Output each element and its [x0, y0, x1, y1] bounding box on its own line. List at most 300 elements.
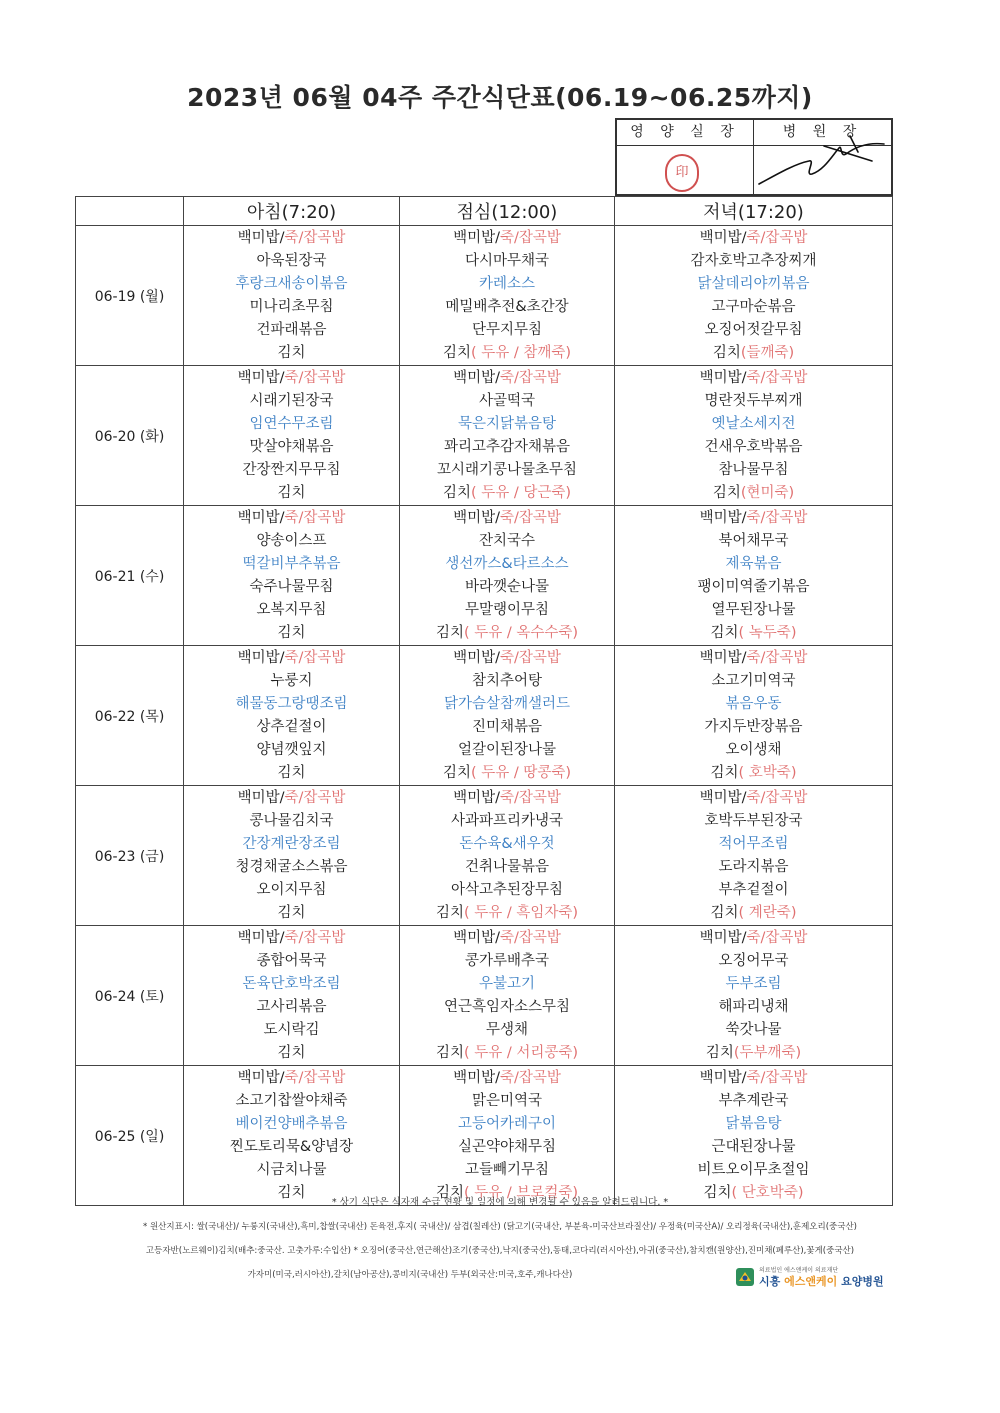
main-dish-item — [184, 973, 399, 996]
side-dish-item — [184, 996, 399, 1019]
kimchi-item — [615, 622, 892, 645]
rice-alt-text: 죽/잡곡밥 — [499, 370, 561, 386]
side-dish-text: 오이지무침 — [256, 882, 327, 898]
side-dish-text: 오복지무침 — [256, 602, 327, 618]
kimchi-item — [184, 342, 399, 365]
soup-text: 콩가루배추국 — [464, 953, 550, 969]
kimchi-text: 김치 — [277, 905, 306, 921]
kimchi-item — [615, 342, 892, 365]
kimchi-item — [400, 1042, 614, 1065]
soup-text: 맑은미역국 — [471, 1093, 543, 1109]
side-dish-text: 시금치나물 — [256, 1162, 327, 1178]
day-cell: 06-24 (토) — [76, 926, 184, 1066]
header-day — [76, 197, 184, 226]
signature-icon — [754, 106, 893, 196]
side-dish-text: 도시락김 — [263, 1022, 320, 1038]
soup-text: 콩나물김치국 — [249, 813, 334, 829]
rice-item — [184, 507, 399, 530]
soup-item — [184, 250, 399, 273]
side-dish-text: 무말랭이무침 — [464, 602, 550, 618]
header-dinner: 저녁(17:20) — [615, 197, 893, 226]
main-dish-text: 우불고기 — [478, 976, 536, 992]
side-dish-text: 도라지볶음 — [718, 859, 789, 875]
soup-text: 명란젓두부찌개 — [704, 393, 803, 409]
rice-text: 백미밥/ — [453, 790, 500, 806]
side-dish-item — [400, 436, 614, 459]
table-row — [76, 366, 893, 506]
soup-item — [400, 250, 614, 273]
main-dish-item — [615, 1113, 892, 1136]
side-dish-item — [400, 459, 614, 482]
kimchi-text: 김치 — [710, 905, 739, 921]
soup-item — [400, 1090, 614, 1113]
main-dish-item — [615, 273, 892, 296]
main-dish-item — [615, 413, 892, 436]
rice-alt-text: 죽/잡곡밥 — [746, 790, 808, 806]
day-cell: 06-23 (금) — [76, 786, 184, 926]
kimchi-item — [400, 762, 614, 785]
soup-text: 소고기찹쌀야채죽 — [235, 1093, 348, 1109]
nutrition-manager-label: 영 양 실 장 — [617, 120, 754, 146]
main-dish-text: 고등어카레구이 — [457, 1116, 557, 1132]
rice-item — [400, 507, 614, 530]
rice-text: 백미밥/ — [453, 510, 500, 526]
side-dish-item — [184, 459, 399, 482]
soup-text: 호박두부된장국 — [704, 813, 803, 829]
lunch-cell — [400, 366, 615, 506]
soup-text: 참치추어탕 — [471, 673, 543, 689]
day-cell: 06-19 (월) — [76, 226, 184, 366]
breakfast-cell — [184, 786, 400, 926]
rice-text: 백미밥/ — [453, 930, 500, 946]
main-dish-text: 돈육단호박조림 — [242, 976, 341, 992]
table-row — [76, 926, 893, 1066]
lunch-cell — [400, 506, 615, 646]
side-dish-text: 실곤약야채무침 — [457, 1139, 557, 1155]
kimchi-text: 김치 — [442, 765, 471, 781]
soup-item — [400, 670, 614, 693]
lunch-cell — [400, 926, 615, 1066]
kimchi-item — [615, 482, 892, 505]
day-cell: 06-20 (화) — [76, 366, 184, 506]
kimchi-item — [615, 762, 892, 785]
soup-item — [615, 670, 892, 693]
main-dish-text: 볶음우동 — [725, 696, 782, 712]
rice-alt-text: 죽/잡곡밥 — [746, 1070, 808, 1086]
soup-text: 소고기미역국 — [711, 673, 796, 689]
side-dish-item — [615, 1019, 892, 1042]
soup-item — [615, 530, 892, 553]
logo-subtitle: 의료법인 에스앤케이 의료재단 — [759, 1267, 839, 1274]
side-dish-text: 단무지무침 — [471, 322, 543, 338]
kimchi-text: 김치 — [435, 1045, 464, 1061]
kimchi-text: 김치 — [442, 485, 471, 501]
dinner-cell — [615, 1066, 893, 1206]
main-dish-item — [184, 553, 399, 576]
rice-alt-text: 죽/잡곡밥 — [746, 370, 808, 386]
main-dish-item — [615, 693, 892, 716]
logo-name-suffix: 요양병원 — [837, 1275, 884, 1288]
kimchi-text: 김치 — [277, 625, 306, 641]
rice-text: 백미밥/ — [453, 1070, 500, 1086]
soup-text: 종합어묵국 — [256, 953, 327, 969]
rice-text: 백미밥/ — [699, 930, 747, 946]
main-dish-item — [615, 553, 892, 576]
kimchi-item — [184, 482, 399, 505]
main-dish-item — [184, 273, 399, 296]
main-dish-text: 적어무조림 — [718, 836, 789, 852]
side-dish-item — [400, 996, 614, 1019]
side-dish-text: 부추겉절이 — [718, 882, 789, 898]
side-dish-text: 근대된장나물 — [711, 1139, 796, 1155]
rice-text: 백미밥/ — [237, 930, 285, 946]
soup-item — [615, 810, 892, 833]
side-dish-item — [400, 739, 614, 762]
soup-item — [184, 390, 399, 413]
kimchi-item — [400, 482, 614, 505]
soup-text: 사과파프리카냉국 — [450, 813, 564, 829]
logo-name — [759, 1273, 884, 1289]
rice-alt-text: 죽/잡곡밥 — [284, 930, 346, 946]
porridge-text: ( 두유 / 서리콩죽) — [463, 1045, 579, 1061]
side-dish-item — [184, 599, 399, 622]
rice-text: 백미밥/ — [237, 370, 285, 386]
rice-text: 백미밥/ — [699, 230, 747, 246]
hospital-logo — [735, 1265, 884, 1289]
side-dish-item — [184, 1136, 399, 1159]
day-cell: 06-21 (수) — [76, 506, 184, 646]
rice-item — [615, 927, 892, 950]
weekly-menu-table — [75, 196, 893, 1206]
header-breakfast: 아침(7:20) — [184, 197, 400, 226]
side-dish-text: 고사리볶음 — [256, 999, 327, 1015]
rice-item — [184, 1067, 399, 1090]
side-dish-item — [615, 576, 892, 599]
side-dish-text: 간장짠지무무침 — [242, 462, 341, 478]
side-dish-item — [615, 319, 892, 342]
side-dish-item — [615, 879, 892, 902]
side-dish-text: 건새우호박볶음 — [704, 439, 803, 455]
origin-line-3: 가자미(미국,러시아산),갈치(남아공산),콩비지(국내산) 두부(외국산:미국,호주,캐나다산) — [247, 1270, 573, 1280]
rice-alt-text: 죽/잡곡밥 — [746, 230, 808, 246]
rice-alt-text: 죽/잡곡밥 — [284, 230, 346, 246]
rice-text: 백미밥/ — [237, 790, 285, 806]
rice-item — [400, 1067, 614, 1090]
side-dish-text: 찐도토리묵&양념장 — [229, 1139, 354, 1155]
dinner-cell — [615, 506, 893, 646]
dinner-cell — [615, 646, 893, 786]
kimchi-text: 김치 — [277, 765, 306, 781]
lunch-cell — [400, 1066, 615, 1206]
soup-text: 아욱된장국 — [256, 253, 327, 269]
hospital-logo-icon — [735, 1267, 755, 1287]
soup-text: 부추계란국 — [718, 1093, 789, 1109]
rice-item — [184, 367, 399, 390]
soup-text: 사골떡국 — [478, 393, 536, 409]
rice-text: 백미밥/ — [237, 1070, 285, 1086]
kimchi-text: 김치 — [710, 625, 739, 641]
main-dish-item — [400, 553, 614, 576]
rice-item — [615, 647, 892, 670]
main-dish-text: 베이컨양배추볶음 — [235, 1116, 348, 1132]
side-dish-text: 건취나물볶음 — [464, 859, 550, 875]
soup-text: 감자호박고추장찌개 — [690, 253, 817, 269]
main-dish-text: 후랑크새송이볶음 — [235, 276, 348, 292]
porridge-text: ( 두유 / 땅콩죽) — [470, 765, 572, 781]
side-dish-text: 맛살야채볶음 — [249, 439, 334, 455]
side-dish-text: 양념깻잎지 — [256, 742, 327, 758]
porridge-text: ( 두유 / 참깨죽) — [470, 345, 572, 361]
side-dish-item — [615, 716, 892, 739]
soup-text: 시래기된장국 — [249, 393, 334, 409]
side-dish-item — [400, 879, 614, 902]
main-dish-text: 간장계란장조림 — [242, 836, 341, 852]
side-dish-item — [184, 319, 399, 342]
lunch-cell — [400, 786, 615, 926]
dinner-cell — [615, 366, 893, 506]
soup-text: 북어채무국 — [718, 533, 789, 549]
side-dish-item — [400, 296, 614, 319]
soup-item — [184, 530, 399, 553]
rice-alt-text: 죽/잡곡밥 — [499, 930, 561, 946]
side-dish-item — [184, 716, 399, 739]
rice-alt-text: 죽/잡곡밥 — [499, 650, 561, 666]
soup-item — [400, 810, 614, 833]
table-row — [76, 646, 893, 786]
rice-item — [184, 227, 399, 250]
kimchi-item — [184, 762, 399, 785]
side-dish-text: 고구마순볶음 — [711, 299, 796, 315]
origin-line-2: 고등자반(노르웨이)김치(배추:중국산. 고춧가루:수입산) * 오징어(중국산,연근해산)조기(중국산),낙지(중국산),동태,코다리(러시아산),아귀(중국산),참치캔(원양산),진미채(페루산),꽃게(중국산) — [145, 1246, 855, 1256]
side-dish-item — [615, 459, 892, 482]
side-dish-text: 상추겉절이 — [256, 719, 327, 735]
approval-box — [615, 118, 893, 196]
kimchi-item — [184, 622, 399, 645]
kimchi-text: 김치 — [712, 485, 741, 501]
rice-alt-text: 죽/잡곡밥 — [499, 1070, 561, 1086]
main-dish-text: 두부조림 — [725, 976, 782, 992]
rice-item — [615, 367, 892, 390]
rice-text: 백미밥/ — [699, 370, 747, 386]
side-dish-item — [400, 716, 614, 739]
dinner-cell — [615, 786, 893, 926]
main-dish-item — [615, 833, 892, 856]
change-notice: * 상기 식단은 식자재 수급 현황 및 일정에 의해 변경될 수 있음을 알려드립니다. * — [331, 1197, 669, 1208]
dinner-cell — [615, 226, 893, 366]
rice-alt-text: 죽/잡곡밥 — [746, 930, 808, 946]
kimchi-text: 김치 — [442, 345, 471, 361]
porridge-text: (들깨죽) — [740, 345, 795, 361]
rice-alt-text: 죽/잡곡밥 — [284, 1070, 346, 1086]
logo-name-accent: 에스앤케이 — [784, 1275, 838, 1288]
main-dish-text: 제육볶음 — [725, 556, 782, 572]
side-dish-item — [400, 856, 614, 879]
soup-item — [615, 950, 892, 973]
rice-alt-text: 죽/잡곡밥 — [499, 790, 561, 806]
porridge-text: (두부깨죽) — [733, 1045, 802, 1061]
side-dish-item — [184, 436, 399, 459]
side-dish-item — [184, 1159, 399, 1182]
side-dish-item — [615, 599, 892, 622]
soup-text: 잔치국수 — [478, 533, 536, 549]
side-dish-text: 무생채 — [485, 1022, 529, 1038]
main-dish-text: 생선까스&타르소스 — [445, 556, 569, 572]
side-dish-text: 아삭고추된장무침 — [450, 882, 564, 898]
rice-item — [184, 927, 399, 950]
kimchi-text: 김치 — [277, 1185, 306, 1201]
main-dish-item — [184, 833, 399, 856]
side-dish-item — [615, 1136, 892, 1159]
main-dish-item — [400, 273, 614, 296]
rice-text: 백미밥/ — [699, 650, 747, 666]
kimchi-text: 김치 — [435, 905, 464, 921]
table-row — [76, 786, 893, 926]
soup-item — [184, 1090, 399, 1113]
main-dish-item — [400, 1113, 614, 1136]
rice-alt-text: 죽/잡곡밥 — [499, 510, 561, 526]
soup-text: 오징어무국 — [718, 953, 789, 969]
logo-name-prefix: 시흥 — [759, 1275, 785, 1288]
soup-item — [615, 1090, 892, 1113]
rice-item — [615, 787, 892, 810]
lunch-cell — [400, 646, 615, 786]
side-dish-text: 오이생채 — [725, 742, 782, 758]
porridge-text: ( 계란죽) — [738, 905, 797, 921]
rice-alt-text: 죽/잡곡밥 — [284, 650, 346, 666]
rice-item — [615, 1067, 892, 1090]
side-dish-item — [615, 856, 892, 879]
rice-item — [400, 787, 614, 810]
side-dish-text: 쑥갓나물 — [725, 1022, 782, 1038]
kimchi-text: 김치 — [277, 485, 306, 501]
rice-alt-text: 죽/잡곡밥 — [746, 510, 808, 526]
rice-alt-text: 죽/잡곡밥 — [284, 790, 346, 806]
kimchi-item — [184, 1042, 399, 1065]
main-dish-text: 임연수무조림 — [249, 416, 334, 432]
breakfast-cell — [184, 926, 400, 1066]
main-dish-item — [615, 973, 892, 996]
main-dish-item — [400, 973, 614, 996]
porridge-text: ( 두유 / 옥수수죽) — [463, 625, 579, 641]
seal-stamp-icon: 印 — [665, 154, 699, 192]
side-dish-text: 열무된장나물 — [711, 602, 796, 618]
breakfast-cell — [184, 366, 400, 506]
main-dish-text: 떡갈비부추볶음 — [242, 556, 341, 572]
breakfast-cell — [184, 1066, 400, 1206]
soup-text: 다시마무채국 — [464, 253, 550, 269]
side-dish-text: 꼬시래기콩나물초무침 — [436, 462, 578, 478]
side-dish-text: 해파리냉채 — [718, 999, 789, 1015]
side-dish-item — [400, 576, 614, 599]
rice-text: 백미밥/ — [453, 650, 500, 666]
side-dish-item — [184, 576, 399, 599]
main-dish-text: 닭가슴살참깨샐러드 — [443, 696, 571, 712]
kimchi-item — [400, 902, 614, 925]
soup-item — [184, 950, 399, 973]
kimchi-item — [184, 902, 399, 925]
side-dish-text: 진미채볶음 — [471, 719, 543, 735]
side-dish-item — [400, 1136, 614, 1159]
rice-text: 백미밥/ — [237, 510, 285, 526]
side-dish-item — [400, 1019, 614, 1042]
soup-item — [400, 390, 614, 413]
lunch-cell — [400, 226, 615, 366]
main-dish-item — [400, 693, 614, 716]
kimchi-item — [400, 342, 614, 365]
side-dish-item — [400, 599, 614, 622]
kimchi-item — [400, 622, 614, 645]
rice-item — [615, 227, 892, 250]
side-dish-text: 바라깻순나물 — [464, 579, 550, 595]
side-dish-text: 청경채굴소스볶음 — [235, 859, 348, 875]
main-dish-text: 묵은지닭볶음탕 — [457, 416, 557, 432]
main-dish-item — [184, 1113, 399, 1136]
rice-item — [184, 647, 399, 670]
rice-text: 백미밥/ — [237, 230, 285, 246]
rice-alt-text: 죽/잡곡밥 — [284, 510, 346, 526]
side-dish-text: 참나물무침 — [718, 462, 789, 478]
dinner-cell — [615, 926, 893, 1066]
director-label: 병 원 장 — [754, 120, 891, 146]
soup-item — [400, 950, 614, 973]
breakfast-cell — [184, 226, 400, 366]
soup-item — [400, 530, 614, 553]
soup-item — [615, 250, 892, 273]
day-cell: 06-25 (일) — [76, 1066, 184, 1206]
table-row — [76, 506, 893, 646]
table-row — [76, 226, 893, 366]
side-dish-text: 연근흑임자소스무침 — [443, 999, 571, 1015]
kimchi-text: 김치 — [712, 345, 741, 361]
rice-item — [400, 227, 614, 250]
main-dish-text: 옛날소세지전 — [711, 416, 796, 432]
page-title: 2023년 06월 04주 주간식단표(06.19~06.25까지) — [187, 83, 813, 112]
kimchi-text: 김치 — [435, 625, 464, 641]
rice-alt-text: 죽/잡곡밥 — [499, 230, 561, 246]
side-dish-item — [400, 319, 614, 342]
side-dish-text: 오징어젓갈무침 — [704, 322, 803, 338]
side-dish-item — [615, 739, 892, 762]
rice-text: 백미밥/ — [699, 1070, 747, 1086]
side-dish-text: 메밀배추전&초간장 — [445, 299, 569, 315]
breakfast-cell — [184, 506, 400, 646]
main-dish-text: 카레소스 — [478, 276, 536, 292]
side-dish-text: 팽이미역줄기볶음 — [697, 579, 810, 595]
side-dish-text: 가지두반장볶음 — [704, 719, 803, 735]
rice-item — [400, 367, 614, 390]
side-dish-item — [615, 296, 892, 319]
rice-alt-text: 죽/잡곡밥 — [746, 650, 808, 666]
soup-item — [184, 670, 399, 693]
rice-text: 백미밥/ — [699, 510, 747, 526]
side-dish-item — [615, 1159, 892, 1182]
rice-item — [615, 507, 892, 530]
kimchi-text: 김치 — [277, 345, 306, 361]
side-dish-item — [184, 296, 399, 319]
porridge-text: ( 두유 / 브로컬죽) — [463, 1185, 579, 1201]
side-dish-text: 비트오이무초절임 — [697, 1162, 810, 1178]
side-dish-item — [615, 436, 892, 459]
rice-text: 백미밥/ — [453, 230, 500, 246]
side-dish-item — [184, 879, 399, 902]
porridge-text: ( 단호박죽) — [731, 1185, 804, 1201]
porridge-text: (현미죽) — [740, 485, 795, 501]
main-dish-item — [184, 693, 399, 716]
rice-item — [400, 927, 614, 950]
rice-item — [184, 787, 399, 810]
soup-text: 양송이스프 — [256, 533, 327, 549]
table-header-row — [76, 197, 893, 226]
